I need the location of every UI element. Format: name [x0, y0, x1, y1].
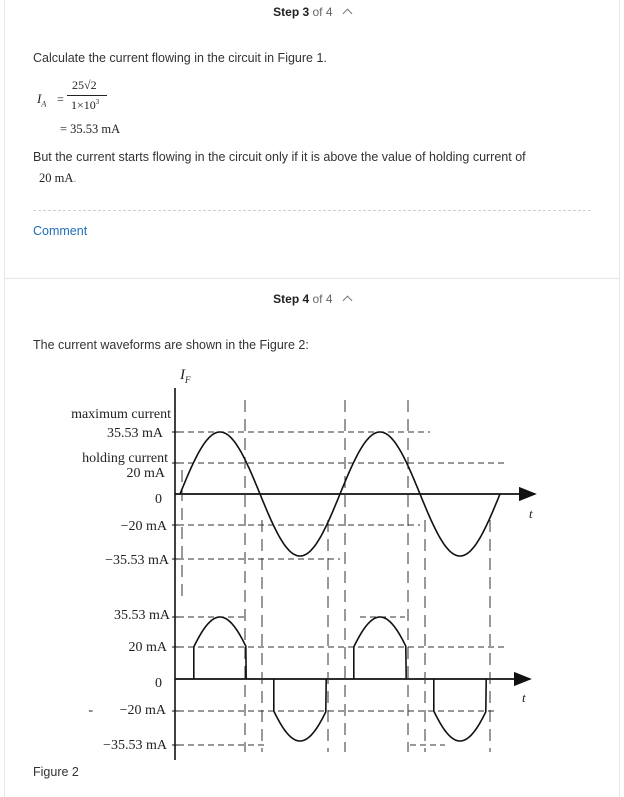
vertical-guides [182, 400, 490, 752]
label-bottom-hold-value: 20 mA [128, 640, 167, 655]
label-maximum-current: maximum current [71, 407, 171, 422]
label-top-zero: 0 [155, 492, 162, 507]
step-3-intro: Calculate the current flowing in the circuit in Figure 1. [33, 51, 327, 65]
figure-caption: Figure 2 [33, 765, 79, 779]
label-bottom-zero: 0 [155, 676, 162, 691]
step-3-total: of 4 [309, 5, 333, 19]
axis-label-t-top: t [529, 506, 533, 521]
eq-denominator: $1\times 10^3$ [71, 98, 100, 112]
step-4-intro: The current waveforms are shown in the Figure 2: [33, 338, 309, 352]
eq-equals: = [57, 92, 64, 106]
step-4-total: of 4 [309, 292, 333, 306]
step-3-label: Step 3 [273, 5, 310, 19]
label-bottom-max-value: 35.53 mA [114, 608, 170, 623]
label-bottom-neg-hold: −20 mA [119, 703, 166, 718]
label-top-neg-max: −35.53 mA [105, 553, 169, 568]
step-3-note: But the current starts flowing in the circuit only if it is above the value of holding current of [33, 150, 526, 164]
axis-label-t-bottom: t [522, 690, 526, 705]
eq-numerator: 25√2 [72, 78, 97, 92]
label-top-max-value: 35.53 mA [107, 426, 163, 441]
reference-lines [178, 432, 505, 745]
label-bottom-neg-max: −35.53 mA [103, 738, 167, 753]
step-4-label: Step 4 [273, 292, 310, 306]
label-holding-current: holding current [82, 451, 168, 466]
label-top-neg-hold: −20 mA [120, 519, 167, 534]
axis-label-if: $I_F$ [180, 367, 191, 385]
eq-result: = 35.53 mA [60, 122, 121, 136]
label-stray-mark: - [88, 703, 93, 718]
label-top-hold-value: 20 mA [126, 466, 165, 481]
comment-link[interactable]: Comment [33, 224, 88, 238]
step-3-note-value: 20 mA. [39, 171, 77, 185]
eq-lhs: $I_A$ [37, 91, 47, 109]
